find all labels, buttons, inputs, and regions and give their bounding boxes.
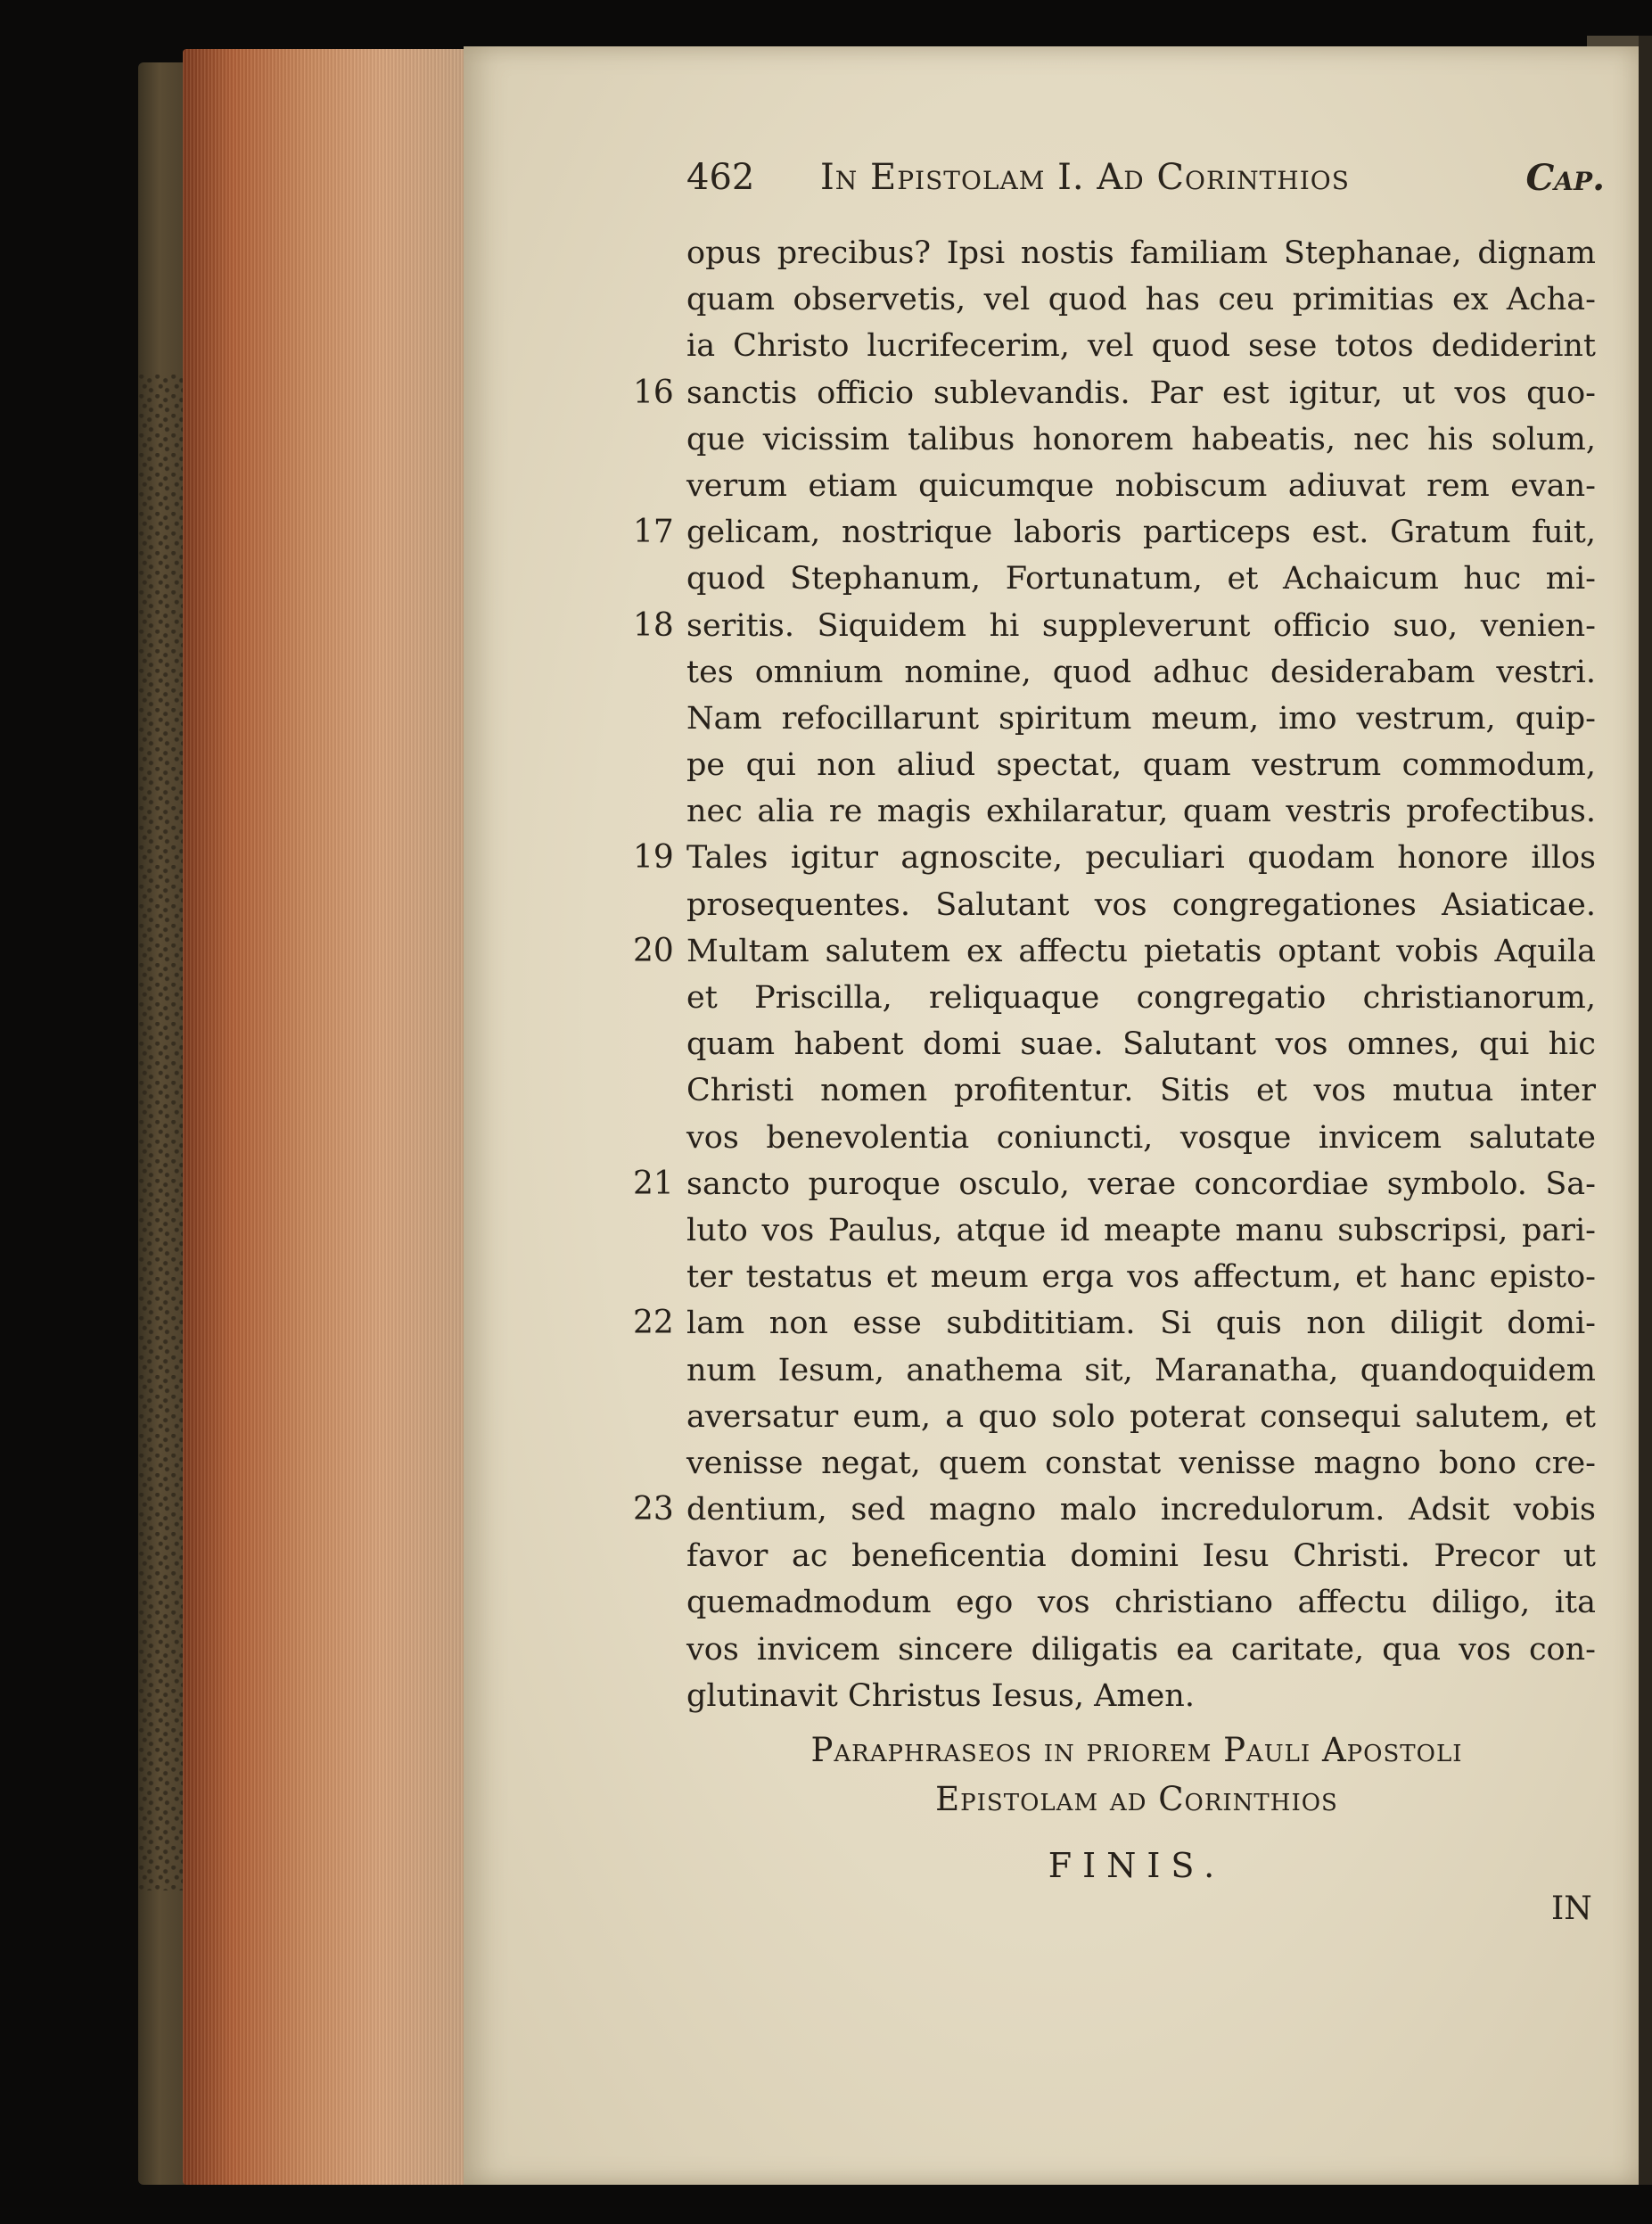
text-line xyxy=(633,230,1596,276)
line-text: vos invicem sincere diligatis ea caritate, qua vos con- xyxy=(686,1631,1596,1668)
body-text xyxy=(633,230,1596,1719)
text-line xyxy=(633,1254,1596,1300)
verse-number: 19 xyxy=(633,839,674,877)
line-text: opus precibus? Ipsi nostis familiam Stephanae, dignam xyxy=(686,235,1596,271)
verse-number: 17 xyxy=(633,514,674,551)
verse-number: 16 xyxy=(633,374,674,411)
colophon-line-2: Epistolam ad Corinthios xyxy=(935,1780,1338,1818)
verse-number: 22 xyxy=(633,1305,674,1342)
line-text: sanctis officio sublevandis. Par est igitur, ut vos quo- xyxy=(686,375,1596,411)
text-line xyxy=(633,788,1596,835)
colophon-title xyxy=(686,1726,1587,1824)
text-line xyxy=(633,463,1596,509)
text-line xyxy=(633,649,1596,696)
line-text: nec alia re magis exhilaratur, quam vestris profectibus. xyxy=(686,794,1596,830)
chapter-label: Cap. xyxy=(1525,157,1605,199)
line-text: Christi nomen profitentur. Sitis et vos mutua inter xyxy=(686,1073,1596,1109)
text-line xyxy=(633,1207,1596,1254)
text-line xyxy=(633,603,1596,649)
text-line xyxy=(633,556,1596,602)
line-text: quam observetis, vel quod has ceu primitias ex Acha- xyxy=(686,282,1596,318)
running-title: In Epistolam I. Ad Corinthios xyxy=(820,157,1350,198)
line-text: que vicissim talibus honorem habeatis, nec his solum, xyxy=(686,421,1596,457)
verse-number: 23 xyxy=(633,1491,674,1528)
running-head xyxy=(686,157,1605,210)
line-text: Tales igitur agnoscite, peculiari quodam honore illos xyxy=(686,840,1596,877)
text-line xyxy=(633,742,1596,788)
line-text: prosequentes. Salutant vos congregationes Asiaticae. xyxy=(686,886,1596,923)
line-text: dentium, sed magno malo incredulorum. Adsit vobis xyxy=(686,1492,1596,1528)
line-text: tes omnium nomine, quod adhuc desiderabam vestri. xyxy=(686,654,1596,690)
line-text: glutinavit Christus Iesus, Amen. xyxy=(686,1677,1195,1714)
line-text: et Priscilla, reliquaque congregatio christianorum, xyxy=(686,980,1596,1016)
text-line xyxy=(633,1347,1596,1394)
text-line xyxy=(633,1021,1596,1067)
line-text: verum etiam quicumque nobiscum adiuvat rem evan- xyxy=(686,467,1596,504)
page-number: 462 xyxy=(686,157,755,198)
line-text: lam non esse subdititiam. Si quis non diligit domi- xyxy=(686,1306,1596,1342)
line-text: quemadmodum ego vos christiano affectu diligo, ita xyxy=(686,1585,1596,1621)
page-fore-edge xyxy=(183,49,464,2185)
finis-mark: FINIS. xyxy=(1048,1846,1226,1885)
line-text: quam habent domi suae. Salutant vos omnes, qui hic xyxy=(686,1026,1596,1063)
text-line xyxy=(633,975,1596,1021)
line-text: favor ac beneficentia domini Iesu Christi. Precor ut xyxy=(686,1538,1596,1575)
line-text: ia Christo lucrifecerim, vel quod sese totos dediderint xyxy=(686,328,1596,365)
text-line xyxy=(633,323,1596,369)
text-line xyxy=(633,1161,1596,1207)
line-text: aversatur eum, a quo solo poterat consequi salutem, et xyxy=(686,1398,1596,1435)
line-text: sancto puroque osculo, verae concordiae symbolo. Sa- xyxy=(686,1166,1596,1202)
line-text: Nam refocillarunt spiritum meum, imo vestrum, quip- xyxy=(686,700,1596,737)
text-line xyxy=(633,882,1596,928)
line-text: seritis. Siquidem hi suppleverunt officio suo, venien- xyxy=(686,607,1596,644)
text-line xyxy=(633,1440,1596,1487)
text-line xyxy=(633,1067,1596,1114)
colophon-line-1: Paraphraseos in priorem Pauli Apostoli xyxy=(810,1731,1463,1769)
line-text: vos benevolentia coniuncti, vosque invicem salutate xyxy=(686,1119,1596,1156)
verse-number: 18 xyxy=(633,606,674,644)
verse-number: 21 xyxy=(633,1165,674,1202)
line-text: ter testatus et meum erga vos affectum, et hanc episto- xyxy=(686,1259,1596,1296)
catchword: IN xyxy=(1551,1890,1592,1927)
text-line xyxy=(633,370,1596,416)
text-line xyxy=(633,1673,1596,1719)
line-text: venisse negat, quem constat venisse magno bono cre- xyxy=(686,1445,1596,1481)
line-text: quod Stephanum, Fortunatum, et Achaicum huc mi- xyxy=(686,561,1596,597)
text-line xyxy=(633,1627,1596,1673)
text-line xyxy=(633,835,1596,881)
text-line xyxy=(633,1533,1596,1579)
line-text: gelicam, nostrique laboris particeps est. Gratum fuit, xyxy=(686,515,1596,551)
text-line xyxy=(633,1115,1596,1161)
text-line xyxy=(633,276,1596,323)
verse-number: 20 xyxy=(633,932,674,969)
text-line xyxy=(633,928,1596,975)
text-line xyxy=(633,416,1596,463)
line-text: num Iesum, anathema sit, Maranatha, quandoquidem xyxy=(686,1352,1596,1388)
text-line xyxy=(633,509,1596,556)
gutter-shadow xyxy=(1639,36,1652,2185)
line-text: luto vos Paulus, atque id meapte manu subscripsi, pari- xyxy=(686,1212,1596,1248)
text-line xyxy=(633,696,1596,742)
text-line xyxy=(633,1394,1596,1440)
text-line xyxy=(633,1300,1596,1347)
text-line xyxy=(633,1579,1596,1626)
text-line xyxy=(633,1487,1596,1533)
line-text: Multam salutem ex affectu pietatis optant vobis Aquila xyxy=(686,933,1596,969)
line-text: pe qui non aliud spectat, quam vestrum commodum, xyxy=(686,747,1596,784)
